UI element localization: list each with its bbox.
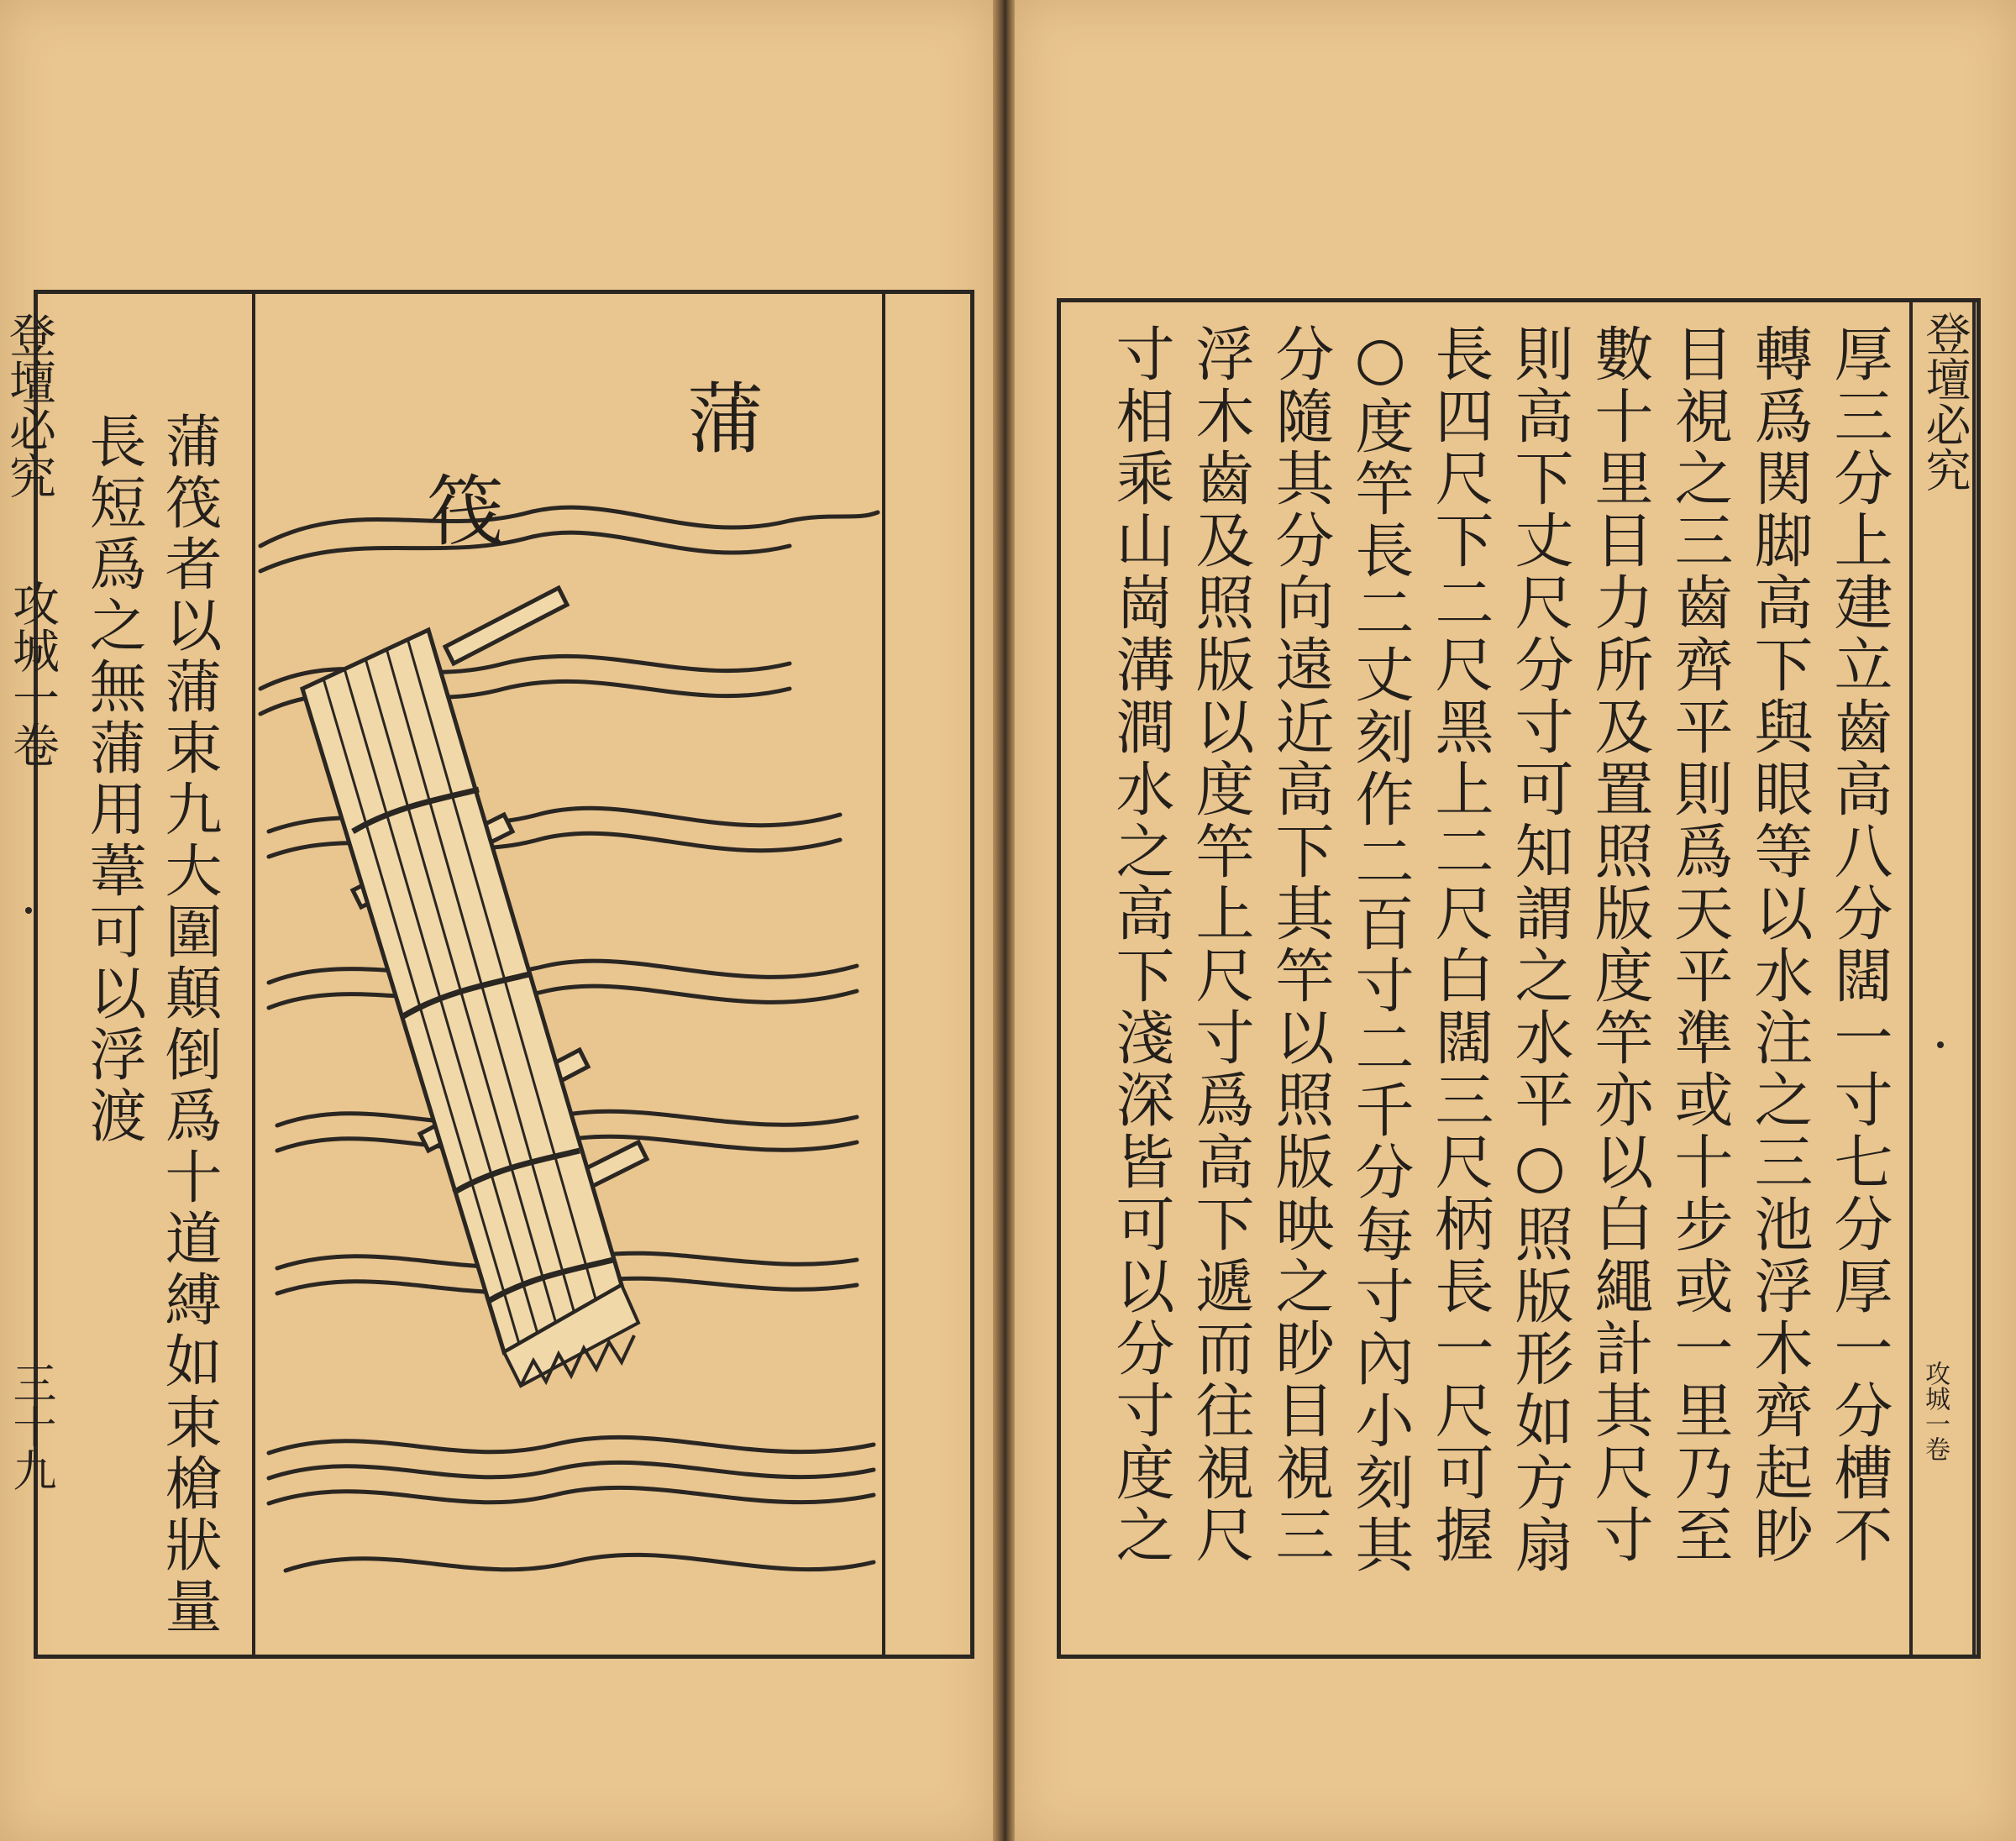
right-text-column-4: 數十里目力所及置照版度竿亦以白繩計其尺寸 — [1585, 323, 1654, 1566]
right-text-column-7: ○度竿長二丈刻作二百寸二千分每寸內小刻其 — [1346, 323, 1415, 1576]
right-text-column-9: 浮木齒及照版以度竿上尺寸爲高下遞而往視尺 — [1186, 323, 1255, 1566]
left-text-column-1: 蒲筏者以蒲束九大圍顛倒爲十道縛如束槍狀量 — [155, 412, 222, 1638]
left-margin-section: 攻城一卷 — [5, 580, 60, 768]
book-spine-gutter — [993, 0, 1015, 1841]
right-text-column-10: 寸相乘山崗溝澗水之高下淺深皆可以分寸度之 — [1106, 323, 1175, 1566]
left-margin-title: 登壇必究 — [2, 311, 56, 499]
left-page — [0, 0, 993, 1841]
left-margin-folio: 三十九 — [5, 1361, 55, 1492]
right-margin-rule-outer — [1972, 298, 1976, 1659]
left-text-column-2: 長短爲之無蒲用葦可以浮渡 — [80, 412, 146, 1147]
right-text-column-8: 分隨其分向遠近高下其竿以照版映之眇目視三 — [1266, 323, 1335, 1566]
right-text-column-6: 長四尺下二尺黑上二尺白闊三尺柄長一尺可握 — [1425, 323, 1494, 1566]
right-margin-title: 登壇必究 — [1919, 311, 1971, 492]
right-margin-section: 攻城一卷 — [1920, 1361, 1950, 1461]
right-margin-dot — [1937, 1041, 1944, 1048]
right-text-column-5: 則高下丈尺分寸可知謂之水平○照版形如方扇 — [1505, 323, 1574, 1576]
right-page — [1015, 0, 2016, 1841]
reed-raft-illustration — [252, 294, 882, 1646]
right-text-column-3: 目視之三齒齊平則爲天平準或十步或一里乃至 — [1665, 323, 1734, 1566]
illustration-caption-pu: 蒲 — [675, 378, 764, 455]
right-margin-rule-inner — [1909, 298, 1913, 1659]
right-text-column-2: 轉爲関脚高下與眼等以水注之三池浮木齊起眇 — [1745, 323, 1814, 1566]
illustration-caption-fa: 筏 — [414, 470, 504, 548]
left-margin-dot — [25, 907, 32, 914]
right-text-column-1: 厚三分上建立齒高八分闊一寸七分厚一分槽不 — [1824, 323, 1893, 1566]
left-margin-rule — [882, 290, 885, 1659]
